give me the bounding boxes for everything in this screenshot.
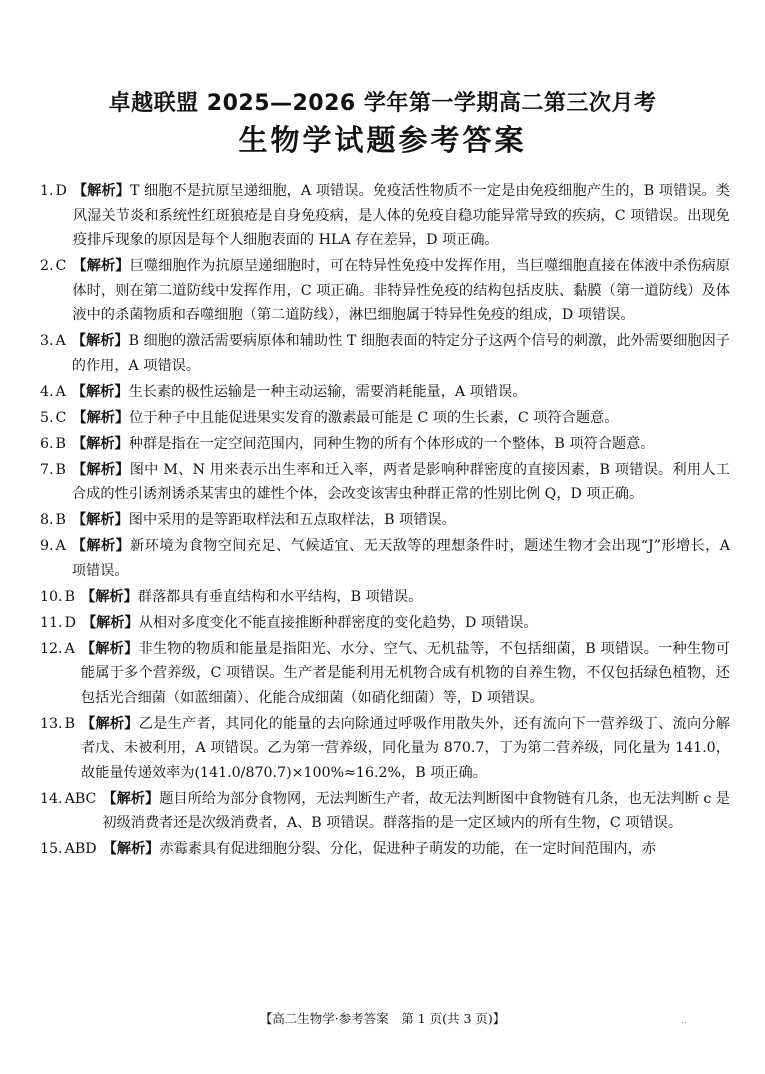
explanation-text: 巨噬细胞作为抗原呈递细胞时，可在特异性免疫中发挥作用，当巨噬细胞直接在体液中杀伤病原体时，则在第二道防线中发挥作用，C 项正确。非特异性免疫的结构包括皮肤、黏膜（第一道防线）及体液中的杀菌物质和吞噬细胞（第二道防线），淋巴细胞属于特异性免疫的组成，D 项错误。 <box>72 258 730 323</box>
explanation-text: 位于种子中且能促进果实发育的激素最可能是 C 项的生长素，C 项符合题意。 <box>129 409 619 426</box>
answer-choice: B <box>55 435 66 452</box>
explanation-text: 从相对多度变化不能直接推断种群密度的变化趋势，D 项错误。 <box>138 614 538 631</box>
explanation <box>72 432 730 457</box>
explanation-label: 【解析】 <box>80 640 139 657</box>
question-number: 13. <box>40 715 63 732</box>
explanation-label: 【解析】 <box>81 715 139 732</box>
explanation-label: 【解析】 <box>72 258 130 274</box>
answer-choice: B <box>55 461 66 478</box>
page-subtitle: 生物学试题参考答案 <box>238 123 527 157</box>
explanation <box>72 534 730 583</box>
answer-choice: A <box>64 640 75 657</box>
page-footer: 【高二生物学·参考答案 第 1 页(共 3 页)】 <box>259 1011 506 1026</box>
explanation <box>82 611 730 636</box>
answer-choice: B <box>64 588 76 605</box>
explanation <box>72 380 730 405</box>
question-number: 2. <box>40 258 54 274</box>
question-number: 4. <box>40 383 54 400</box>
explanation <box>81 637 730 711</box>
answer-list <box>40 179 730 863</box>
question-number: 9. <box>40 538 54 554</box>
question-number: 12. <box>40 640 63 657</box>
question-number: 14. <box>40 790 63 807</box>
explanation-label: 【解析】 <box>81 614 139 631</box>
explanation <box>102 787 730 836</box>
answer-choice: C <box>55 258 67 274</box>
answer-item <box>40 534 730 583</box>
explanation <box>81 712 730 786</box>
explanation-text: 非生物的物质和能量是指阳光、水分、空气、无机盐等，不包括细菌，B 项错误。一种生物可能属于多个营养级，C 项错误。生产者是能利用无机物合成有机物的自养生物，不仅包括绿色植物，还包括光合细菌（如蓝细菌）、化能合成细菌（如硝化细菌）等，D 项错误。 <box>80 640 730 706</box>
answer-choice: D <box>55 183 67 199</box>
answer-choice: A <box>55 383 66 400</box>
explanation-label: 【解析】 <box>71 435 129 452</box>
answer-choice: D <box>64 614 76 631</box>
explanation-text: 生长素的极性运输是一种主动运输，需要消耗能量，A 项错误。 <box>128 383 527 400</box>
answer-item <box>40 458 730 507</box>
answer-item <box>40 712 730 786</box>
corner-mark: .. <box>681 1016 687 1026</box>
question-number: 5. <box>40 409 54 426</box>
explanation <box>72 458 730 507</box>
answer-item <box>40 406 730 431</box>
answer-choice: C <box>55 409 67 426</box>
answer-item <box>40 637 730 711</box>
answer-choice: A <box>55 333 66 349</box>
explanation-text: 赤霉素具有促进细胞分裂、分化，促进种子萌发的功能，在一定时间范围内，赤 <box>159 841 656 857</box>
answer-choice: A <box>55 538 66 554</box>
page-title: 卓越联盟 2025—2026 学年第一学期高二第三次月考 <box>108 91 657 116</box>
explanation-label: 【解析】 <box>71 512 129 528</box>
explanation <box>81 585 730 610</box>
explanation-label: 【解析】 <box>71 538 131 554</box>
explanation-text: 乙是生产者，其同化的能量的去向除通过呼吸作用散失外，还有流向下一营养级丁、流向分解者戊、未被利用，A 项错误。乙为第一营养级，同化量为 870.7，丁为第二营养级，同化量为 141.0，故能量传递效率为(141.0/870.7)×100%≈16.2%，B 项正确。 <box>81 715 730 781</box>
answer-item <box>40 380 730 405</box>
explanation-text: 种群是指在一定空间范围内，同种生物的所有个体形成的一个整体，B 项符合题意。 <box>128 435 655 452</box>
answer-item <box>40 585 730 610</box>
question-number: 10. <box>40 588 63 605</box>
explanation-text: T 细胞不是抗原呈递细胞，A 项错误。免疫活性物质不一定是由免疫细胞产生的，B 项错误。类风湿关节炎和系统性红斑狼疮是自身免疫病，是人体的免疫自稳功能异常导致的疾病，C 项错误。出现免疫排斥现象的原因是每个人细胞表面的 HLA 存在差异，D 项正确。 <box>72 183 730 248</box>
explanation <box>72 254 730 328</box>
explanation-text: 题目所给为部分食物网，无法判断生产者，故无法判断图中食物链有几条，也无法判断 c 是初级消费者还是次级消费者，A、B 项错误。群落指的是一定区域内的所有生物，C 项错误。 <box>102 790 730 831</box>
answer-item <box>40 432 730 457</box>
question-number: 7. <box>40 461 54 478</box>
question-number: 15. <box>40 841 63 857</box>
answer-item <box>40 179 730 253</box>
answer-item <box>40 329 730 378</box>
explanation-label: 【解析】 <box>81 588 138 605</box>
explanation-text: 图中采用的是等距取样法和五点取样法，B 项错误。 <box>128 512 456 528</box>
explanation <box>72 508 730 533</box>
answer-choice: ABC <box>64 790 97 807</box>
explanation-label: 【解析】 <box>102 790 160 807</box>
explanation-text: 群落都具有垂直结构和水平结构，B 项错误。 <box>137 588 423 605</box>
answer-item <box>40 611 730 636</box>
question-number: 1. <box>40 183 54 199</box>
explanation-text: 图中 M、N 用来表示出生率和迁入率，两者是影响种群密度的直接因素，B 项错误。利用人工合成的性引诱剂诱杀某害虫的雄性个体，会改变该害虫种群正常的性别比例 Q，D 项正确。 <box>71 461 730 502</box>
question-number: 6. <box>40 435 54 452</box>
explanation-label: 【解析】 <box>72 409 130 426</box>
explanation <box>72 329 730 378</box>
explanation <box>103 837 730 862</box>
answer-item <box>40 254 730 328</box>
question-number: 11. <box>40 614 63 631</box>
explanation-label: 【解析】 <box>72 183 130 199</box>
explanation-text: 新环境为食物空间充足、气候适宜、无天敌等的理想条件时，题述生物才会出现“J”形增长，A 项错误。 <box>71 538 730 579</box>
answer-choice: B <box>55 512 66 528</box>
answer-item <box>40 508 730 533</box>
explanation <box>73 179 730 253</box>
explanation-label: 【解析】 <box>71 383 129 400</box>
explanation-text: B 细胞的激活需要病原体和辅助性 T 细胞表面的特定分子这两个信号的刺激，此外需要细胞因子的作用，A 项错误。 <box>71 333 730 374</box>
explanation-label: 【解析】 <box>71 333 129 349</box>
explanation-label: 【解析】 <box>102 841 160 857</box>
explanation-label: 【解析】 <box>71 461 130 478</box>
answer-choice: ABD <box>64 841 97 857</box>
question-number: 8. <box>40 512 54 528</box>
answer-item <box>40 787 730 836</box>
question-number: 3. <box>40 333 54 349</box>
explanation <box>72 406 730 431</box>
answer-item <box>40 837 730 862</box>
answer-choice: B <box>64 715 76 732</box>
